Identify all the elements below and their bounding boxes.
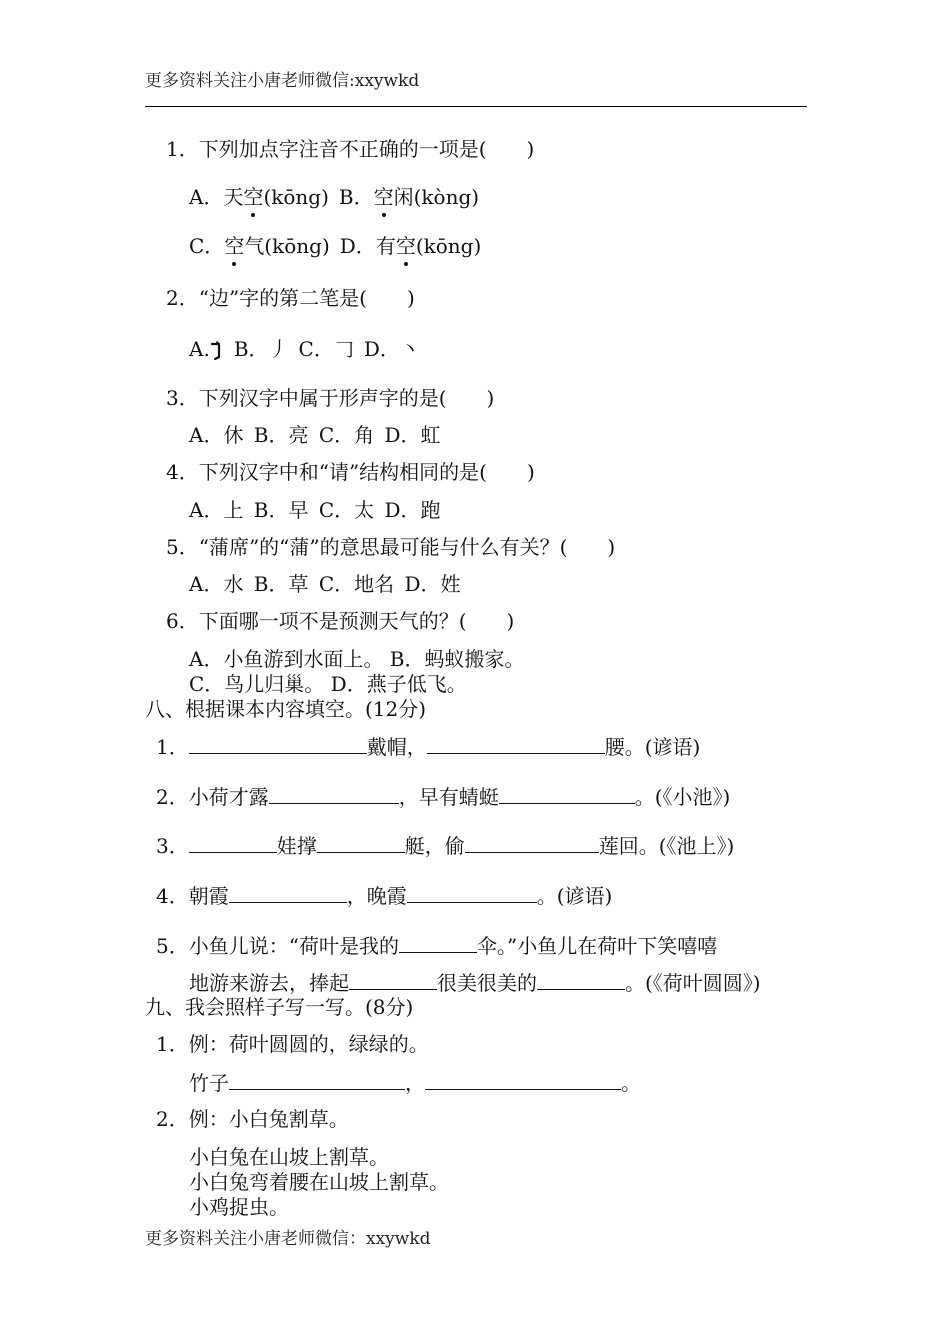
fill-5-line2-mid: 很美很美的 <box>437 971 537 995</box>
fill-4-blank-2[interactable] <box>407 882 537 903</box>
q2-c-label: C． <box>298 337 334 361</box>
fill-1-end: 腰。(谚语) <box>604 735 701 759</box>
q1-d-pinyin: (kōng) <box>415 234 482 258</box>
fill-3 <box>156 832 734 859</box>
q2-options <box>189 336 420 362</box>
fill-4-blank-1[interactable] <box>229 882 347 903</box>
fill-5-blank-2[interactable] <box>349 969 437 990</box>
fill-3-mid1: 娃撑 <box>276 834 317 858</box>
fill-5-line2 <box>189 969 761 996</box>
q1-a-label: A． <box>189 185 224 209</box>
q2-c-stroke: 𠃌 <box>333 337 354 361</box>
fill-2-end: 。(《小池》) <box>634 785 731 809</box>
fill-1 <box>156 733 700 760</box>
example-2-line2: 小白兔弯着腰在山坡上割草。 <box>189 1170 449 1194</box>
q1-a-pre: 天 <box>223 185 244 209</box>
q1-b-label: B． <box>338 185 374 209</box>
q5-stem: 5．“蒲席”的“蒲”的意思最可能与什么有关？( ) <box>166 535 616 559</box>
q1-c-dotted-char: 空 <box>224 234 245 258</box>
fill-5-line2-pre: 地游来游去，捧起 <box>189 971 349 995</box>
section8-title: 八、根据课本内容填空。(12分) <box>145 697 427 721</box>
fill-5-pre: 小鱼儿说：“荷叶是我的 <box>188 934 399 958</box>
example-2-line1: 小白兔在山坡上割草。 <box>189 1145 389 1169</box>
q1-d-pre: 有 <box>375 234 396 258</box>
fill-4-pre: 朝霞 <box>188 884 229 908</box>
fill-5-num: 5． <box>156 934 189 958</box>
example-1-answer <box>189 1069 641 1096</box>
fill-5-mid: 伞。”小鱼儿在荷叶下笑嘻嘻 <box>476 934 718 958</box>
q1-a-dotted-char: 空 <box>243 185 264 209</box>
fill-2-mid: ，早有蜻蜓 <box>398 785 499 809</box>
fill-1-num: 1． <box>156 735 189 759</box>
q3-stem: 3．下列汉字中属于形声字的是( ) <box>166 386 495 410</box>
q2-d-label: D． <box>363 337 400 361</box>
fill-1-blank-1[interactable] <box>189 733 367 754</box>
example-1-pre: 竹子 <box>189 1071 229 1095</box>
fill-3-blank-3[interactable] <box>465 832 599 853</box>
q1-a-pinyin: (kōng) <box>263 185 329 209</box>
page-header: 更多资料关注小唐老师微信:xxywkd <box>145 71 420 91</box>
fill-2-num: 2． <box>156 785 189 809</box>
q2-a-label: A. <box>189 337 210 361</box>
q1-b-dotted-char: 空 <box>373 185 394 209</box>
q1-b-pinyin: 闲(kòng) <box>393 185 480 209</box>
fill-3-end: 莲回。(《池上》) <box>598 834 735 858</box>
fill-5-line2-end: 。(《荷叶圆圆》) <box>625 971 761 995</box>
q6-options-line1: A．小鱼游到水面上。 B．蚂蚁搬家。 <box>189 647 525 671</box>
page-footer: 更多资料关注小唐老师微信：xxywkd <box>145 1229 431 1249</box>
header-rule <box>145 106 807 107</box>
q2-stem: 2．“边”字的第二笔是( ) <box>166 286 415 310</box>
fill-4-mid: ，晚霞 <box>346 884 407 908</box>
q4-stem: 4．下列汉字中和“请”结构相同的是( ) <box>166 460 535 484</box>
example-2-line3: 小鸡捉虫。 <box>189 1195 289 1219</box>
q1-options-cd <box>189 233 481 259</box>
fill-4-num: 4． <box>156 884 189 908</box>
example-1-blank-1[interactable] <box>229 1069 405 1090</box>
fill-3-num: 3． <box>156 834 189 858</box>
fill-5-line1 <box>156 932 717 959</box>
q3-options: A．休 B．亮 C．角 D．虹 <box>189 423 441 447</box>
q6-options-line2: C．鸟儿归巢。 D．燕子低飞。 <box>189 672 467 696</box>
fill-4-end: 。(谚语) <box>536 884 613 908</box>
q1-c-label: C． <box>189 234 225 258</box>
q4-options: A．上 B．早 C．太 D．跑 <box>189 498 441 522</box>
example-1-mid: ， <box>405 1071 425 1095</box>
q1-stem: 1．下列加点字注音不正确的一项是( ) <box>166 137 535 161</box>
fill-3-mid2: 艇，偷 <box>404 834 465 858</box>
fill-2 <box>156 783 730 810</box>
section9-title: 九、我会照样子写一写。(8分) <box>145 995 414 1019</box>
fill-1-mid: 戴帽， <box>366 735 427 759</box>
fill-5-blank-3[interactable] <box>537 969 625 990</box>
fill-2-blank-2[interactable] <box>499 783 635 804</box>
q5-options: A．水 B．草 C．地名 D．姓 <box>189 572 461 596</box>
q1-c-pinyin: 气(kōng) <box>244 234 330 258</box>
example-1: 1．例：荷叶圆圆的，绿绿的。 <box>156 1032 429 1056</box>
q2-d-stroke: 丶 <box>399 337 420 361</box>
example-1-end: 。 <box>621 1071 641 1095</box>
q1-d-dotted-char: 空 <box>395 234 416 258</box>
stroke-hengzhewanggou-icon <box>210 340 224 362</box>
fill-2-blank-1[interactable] <box>269 783 399 804</box>
fill-3-blank-1[interactable] <box>189 832 277 853</box>
q1-d-label: D． <box>339 234 376 258</box>
fill-2-pre: 小荷才露 <box>188 785 269 809</box>
fill-1-blank-2[interactable] <box>427 733 605 754</box>
q6-stem: 6．下面哪一项不是预测天气的？( ) <box>166 609 515 633</box>
example-1-blank-2[interactable] <box>425 1069 621 1090</box>
q2-b-label: B． <box>233 337 269 361</box>
example-2: 2．例：小白兔割草。 <box>156 1107 349 1131</box>
fill-4 <box>156 882 612 909</box>
fill-3-blank-2[interactable] <box>317 832 405 853</box>
fill-5-blank-1[interactable] <box>399 932 477 953</box>
q1-options-ab <box>189 184 479 210</box>
q2-b-stroke: 丿 <box>268 337 289 361</box>
